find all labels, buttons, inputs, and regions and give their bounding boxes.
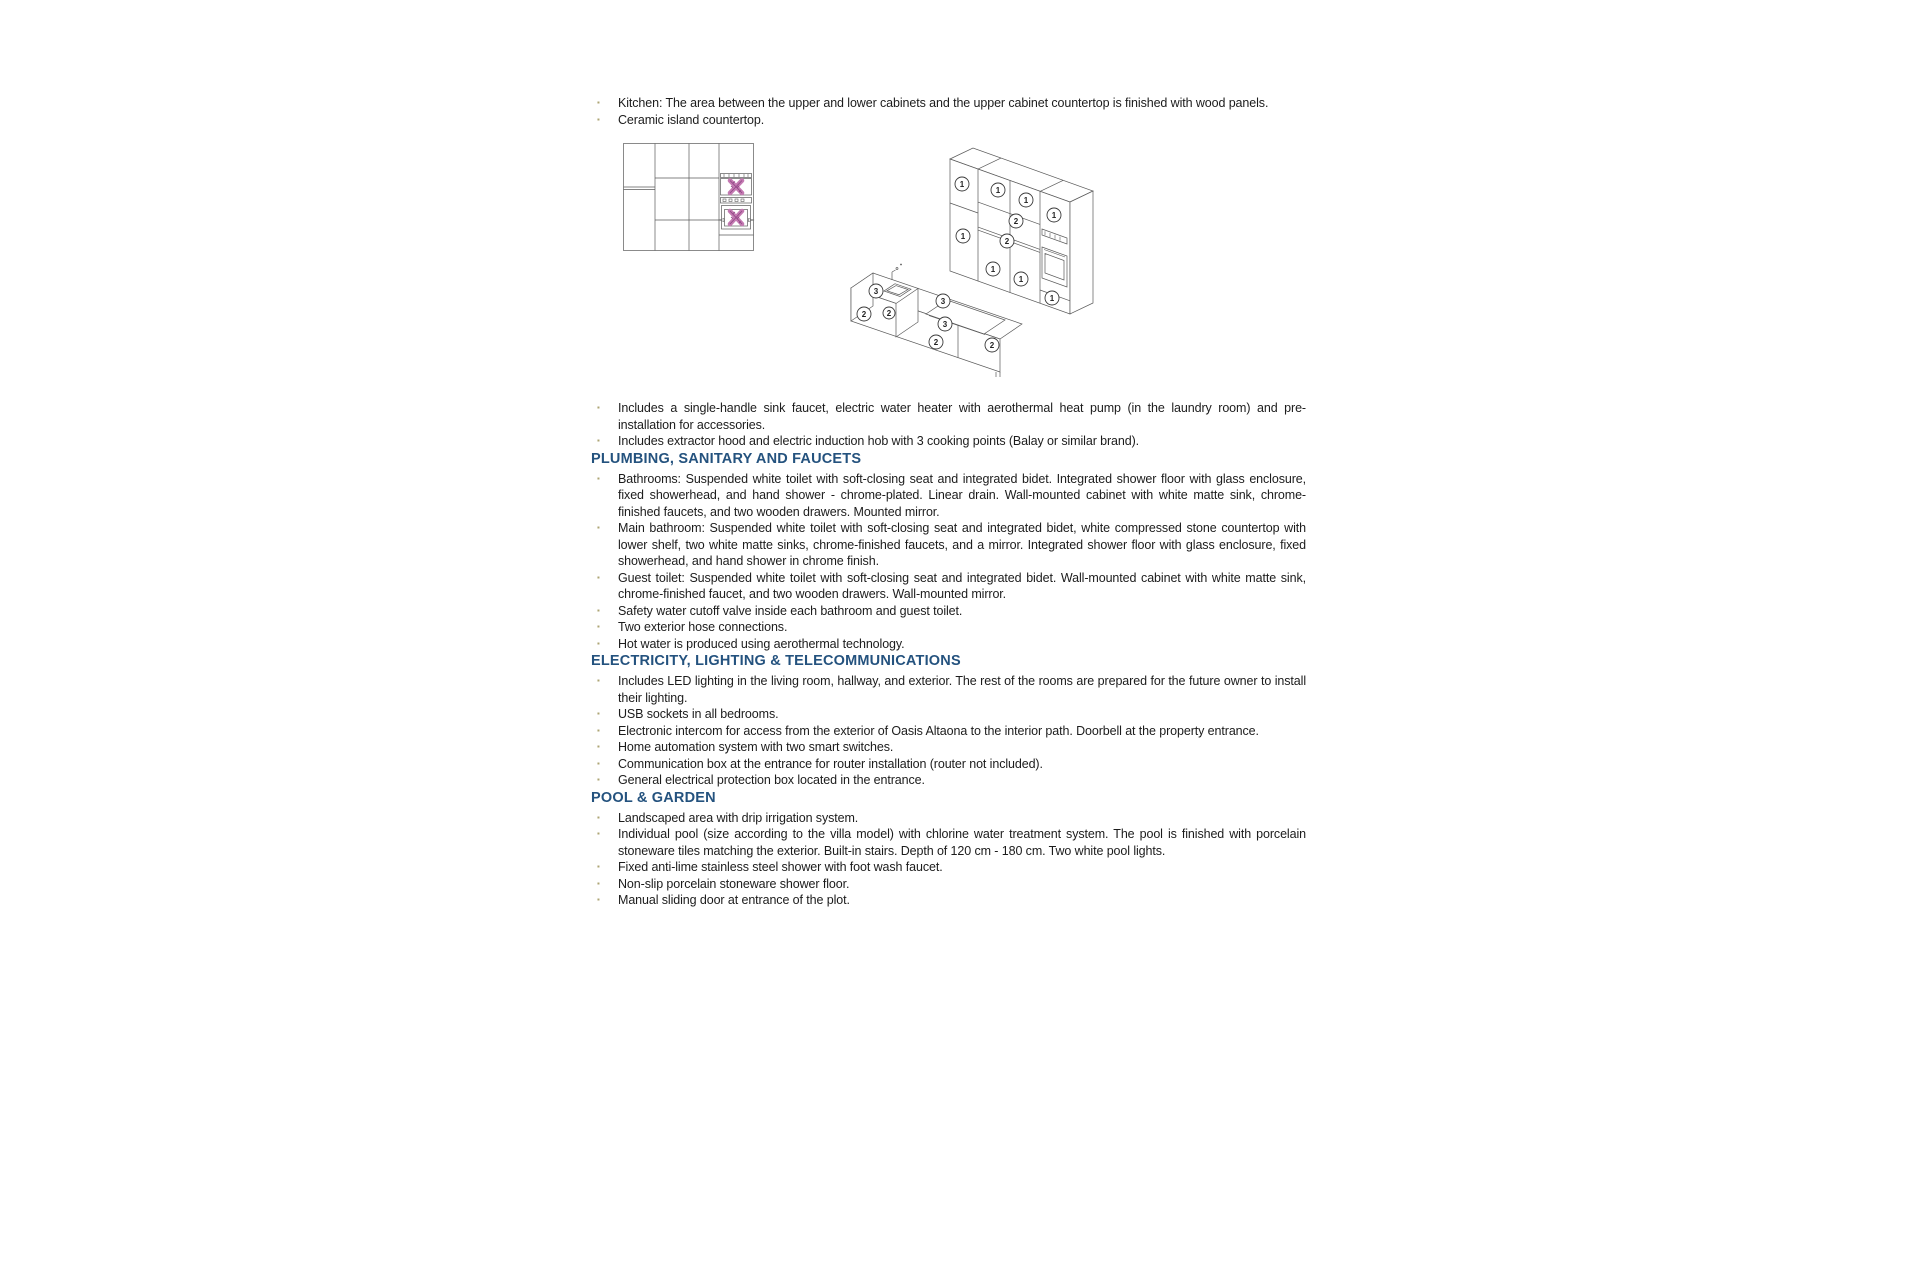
plumbing-bullet-list [590,471,1306,653]
bullet-item: ▪ Electronic intercom for access from the exterior of Oasis Altaona to the interior path. Doorbell at the property entrance. [590,723,1306,740]
svg-text:2: 2 [1004,236,1010,246]
bullet-item: ▪ Communication box at the entrance for router installation (router not included). [590,756,1306,773]
svg-text:1: 1 [990,264,996,274]
bullet-item: ▪ Kitchen: The area between the upper and lower cabinets and the upper cabinet countertop is finished with wood panels. [590,95,1306,112]
bullet-item: ▪ Non-slip porcelain stoneware shower floor. [590,876,1306,893]
bullet-item: ▪ USB sockets in all bedrooms. [590,706,1306,723]
bullet-item: ▪ Includes a single-handle sink faucet, electric water heater with aerothermal heat pump (in the laundry room) and pre-installation for accessories. [590,400,1306,433]
document-content [590,95,1306,909]
bullet-item: ▪ Main bathroom: Suspended white toilet with soft-closing seat and integrated bidet, white compressed stone countertop with lower shelf, two white matte sinks, chrome-finished faucets, and a mirror. Integrated shower floor with glass enclosure, fixed showerhead, and hand shower in chrome finish. [590,520,1306,570]
svg-text:1: 1 [1018,274,1024,284]
svg-text:2: 2 [989,340,995,350]
bullet-item: ▪ Guest toilet: Suspended white toilet with soft-closing seat and integrated bidet. Wall-mounted cabinet with white matte sink, chrome-finished faucet, and two wooden drawers. Wall-mounted mirror. [590,570,1306,603]
bullet-item: ▪ Landscaped area with drip irrigation system. [590,810,1306,827]
section-heading-pool-garden: POOL & GARDEN [591,789,716,806]
bullet-item: ▪ Home automation system with two smart switches. [590,739,1306,756]
svg-text:2: 2 [886,308,892,318]
svg-text:1: 1 [1051,210,1057,220]
bullet-item: ▪ Includes extractor hood and electric induction hob with 3 cooking points (Balay or similar brand). [590,433,1306,450]
wall-unit-outline [950,148,1093,314]
svg-text:1: 1 [959,179,965,189]
svg-text:1: 1 [995,185,1001,195]
appliance-bullet-list [590,400,1306,450]
svg-text:2: 2 [933,337,939,347]
svg-text:2: 2 [861,309,867,319]
section-heading-plumbing: PLUMBING, SANITARY AND FAUCETS [591,450,862,467]
bullet-item: ▪ Includes LED lighting in the living room, hallway, and exterior. The rest of the rooms are prepared for the future owner to install their lighting. [590,673,1306,706]
svg-text:1: 1 [1049,293,1055,303]
svg-text:1: 1 [1023,195,1029,205]
svg-text:3: 3 [940,296,946,306]
section-heading-electricity: ELECTRICITY, LIGHTING & TELECOMMUNICATIONS [591,653,961,669]
kitchen-elevation-drawing [623,143,755,252]
kitchen-isometric-drawing [848,141,1100,383]
bullet-item: ▪ Two exterior hose connections. [590,619,1306,636]
bullet-item: ▪ Hot water is produced using aerothermal technology. [590,636,1306,653]
bullet-item: ▪ Safety water cutoff valve inside each bathroom and guest toilet. [590,603,1306,620]
bullet-item: ▪ Fixed anti-lime stainless steel shower with foot wash faucet. [590,859,1306,876]
bullet-item: ▪ General electrical protection box located in the entrance. [590,772,1306,789]
svg-text:1: 1 [960,231,966,241]
svg-text:3: 3 [873,286,879,296]
intro-bullet-list [590,95,1306,128]
svg-text:2: 2 [1013,216,1019,226]
bullet-item: ▪ Individual pool (size according to the villa model) with chlorine water treatment system. The pool is finished with porcelain stoneware tiles matching the exterior. Built-in stairs. Depth of 120 cm - 180 cm. Two white pool lights. [590,826,1306,859]
bullet-item: ▪ Ceramic island countertop. [590,112,1306,129]
pool-garden-bullet-list [590,810,1306,909]
bullet-item: ▪ Manual sliding door at entrance of the plot. [590,892,1306,909]
kitchen-diagrams [590,141,1306,383]
svg-text:3: 3 [942,319,948,329]
electricity-bullet-list [590,673,1306,789]
bullet-item: ▪ Bathrooms: Suspended white toilet with soft-closing seat and integrated bidet. Integrated shower floor with glass enclosure, fixed showerhead, and hand shower - chrome-plated. Linear drain. Wall-mounted cabinet with white matte sink, chrome-finished faucets, and two wooden drawers. Mounted mirror. [590,471,1306,521]
